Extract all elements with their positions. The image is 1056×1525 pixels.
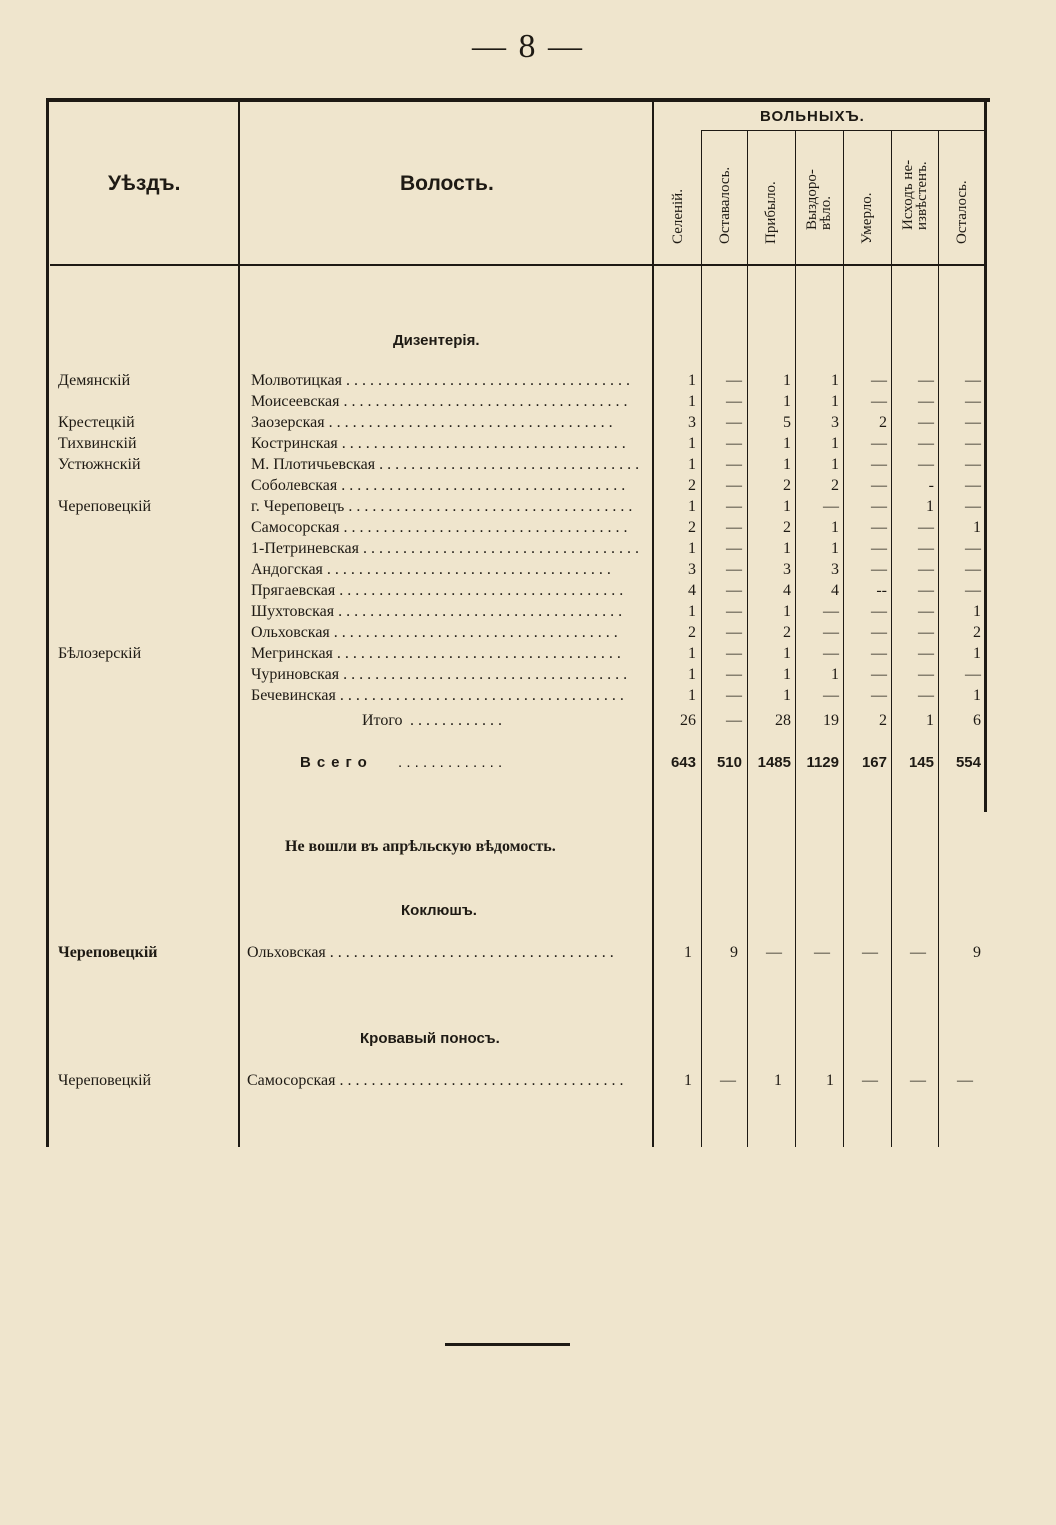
- row-uezd: Демянскій: [58, 372, 131, 389]
- col-header-ostalos: Осталось.: [954, 180, 970, 244]
- row-value: —: [726, 540, 742, 557]
- itogo-value: 6: [973, 712, 981, 729]
- col-header-pribylo: Прибыло.: [763, 181, 779, 244]
- row-value: 4: [783, 582, 791, 599]
- row-value: 1: [831, 435, 839, 452]
- row-value: 3: [831, 561, 839, 578]
- whooping-value: 1: [684, 944, 692, 961]
- row-value: —: [871, 393, 887, 410]
- row-value: —: [823, 624, 839, 641]
- row-value: 1: [688, 435, 696, 452]
- table-row: [0, 601, 1000, 622]
- header-uezd: Уѣздъ.: [108, 172, 181, 195]
- row-value: 1: [688, 666, 696, 683]
- col-header-seleniy: Селеній.: [670, 189, 686, 244]
- row-value: 2: [688, 624, 696, 641]
- row-volost: Самосорская . . .: [251, 517, 639, 538]
- row-value: 2: [879, 414, 887, 431]
- row-volost: Заозерская . . .: [251, 412, 639, 433]
- vsego-value: 643: [670, 754, 696, 771]
- row-value: 1: [688, 372, 696, 389]
- row-value: —: [871, 645, 887, 662]
- col-header-ostavalos: Оставалось.: [717, 166, 733, 244]
- whooping-row: [0, 942, 1000, 963]
- row-value: —: [726, 687, 742, 704]
- vsego-value: 510: [716, 754, 742, 771]
- table-row: [0, 580, 1000, 601]
- row-value: 2: [688, 477, 696, 494]
- table-row: [0, 433, 1000, 454]
- row-value: —: [726, 561, 742, 578]
- row-value: —: [726, 603, 742, 620]
- flux-value: 1: [826, 1072, 834, 1089]
- header-volnykh: ВОЛЬНЫХЪ.: [760, 108, 865, 125]
- table-row: [0, 517, 1000, 538]
- row-value: 1: [688, 456, 696, 473]
- flux-value: 1: [774, 1072, 782, 1089]
- row-value: 1: [783, 687, 791, 704]
- row-value: —: [726, 477, 742, 494]
- row-value: 3: [688, 561, 696, 578]
- itogo-value: —: [726, 712, 742, 729]
- flux-value: —: [720, 1072, 736, 1089]
- row-value: 1: [973, 687, 981, 704]
- row-value: —: [965, 582, 981, 599]
- row-volost: Шухтовская . . .: [251, 601, 639, 622]
- row-value: —: [726, 645, 742, 662]
- row-value: —: [726, 624, 742, 641]
- flux-volost: Самосорская . . .: [247, 1070, 635, 1091]
- itogo-value: 19: [823, 712, 839, 729]
- row-value: —: [726, 666, 742, 683]
- row-value: —: [871, 561, 887, 578]
- row-value: —: [726, 393, 742, 410]
- row-volost: Андогская . . .: [251, 559, 639, 580]
- table-row: [0, 412, 1000, 433]
- row-value: 1: [783, 372, 791, 389]
- row-value: 3: [831, 414, 839, 431]
- row-value: —: [918, 372, 934, 389]
- table-row: [0, 391, 1000, 412]
- flux-value: —: [862, 1072, 878, 1089]
- vsego-row: Всего . . . . . . . . . . . . . 643 510 1485 1129 167 145 554: [300, 754, 981, 771]
- row-value: 1: [831, 393, 839, 410]
- section-bloody-flux: Кровавый поносъ.: [360, 1030, 500, 1047]
- itogo-value: 1: [926, 712, 934, 729]
- vsego-value: 554: [955, 754, 981, 771]
- whooping-value: —: [910, 944, 926, 961]
- vsego-value: 1485: [757, 754, 791, 771]
- end-divider: [445, 1343, 570, 1346]
- row-value: —: [871, 477, 887, 494]
- row-value: 2: [831, 477, 839, 494]
- page-number: — 8 —: [472, 28, 584, 65]
- row-value: 1: [783, 603, 791, 620]
- itogo-value: 2: [879, 712, 887, 729]
- row-value: 2: [783, 624, 791, 641]
- row-value: —: [918, 414, 934, 431]
- row-value: 1: [688, 603, 696, 620]
- row-value: 1: [973, 645, 981, 662]
- row-value: —: [726, 414, 742, 431]
- row-value: —: [823, 498, 839, 515]
- row-uezd: Череповецкій: [58, 498, 152, 515]
- col-header-iskhod: Исходъ не- извѣстенъ.: [900, 159, 930, 230]
- row-volost: Ольховская . . .: [251, 622, 639, 643]
- row-volost: Соболевская . . .: [251, 475, 639, 496]
- row-value: —: [965, 435, 981, 452]
- row-value: —: [918, 687, 934, 704]
- row-value: -: [928, 477, 934, 494]
- flux-row: [0, 1070, 1000, 1091]
- whooping-value: —: [862, 944, 878, 961]
- row-value: --: [876, 582, 887, 599]
- row-volost: Чуриновская . . .: [251, 664, 639, 685]
- row-uezd: Бѣлозерскій: [58, 645, 142, 662]
- row-value: 2: [783, 477, 791, 494]
- whooping-value: —: [814, 944, 830, 961]
- row-value: 4: [831, 582, 839, 599]
- whooping-uezd: Череповецкій: [58, 944, 158, 961]
- row-value: —: [871, 435, 887, 452]
- row-value: 1: [831, 456, 839, 473]
- row-value: —: [918, 582, 934, 599]
- row-value: —: [965, 666, 981, 683]
- table-row: [0, 475, 1000, 496]
- table-row: [0, 538, 1000, 559]
- row-value: 5: [783, 414, 791, 431]
- row-value: 1: [783, 540, 791, 557]
- flux-value: 1: [684, 1072, 692, 1089]
- itogo-row: Итого . . . . . . . . . . . . 26 — 28 19 2 1 6: [362, 712, 981, 729]
- col-header-vyzdorovelo: Выздоро- вѣло.: [804, 169, 834, 230]
- row-volost: Костринская . . .: [251, 433, 639, 454]
- row-value: 1: [783, 393, 791, 410]
- row-value: —: [965, 393, 981, 410]
- table-row: [0, 496, 1000, 517]
- row-value: —: [871, 519, 887, 536]
- table-row: [0, 664, 1000, 685]
- row-value: —: [918, 519, 934, 536]
- table-row: [0, 622, 1000, 643]
- table-row: [0, 559, 1000, 580]
- row-value: 1: [688, 687, 696, 704]
- row-volost: Бечевинская . . .: [251, 685, 639, 706]
- row-value: —: [726, 519, 742, 536]
- row-value: 4: [688, 582, 696, 599]
- row-value: —: [726, 372, 742, 389]
- table-row: [0, 685, 1000, 706]
- itogo-value: 28: [775, 712, 791, 729]
- row-value: 1: [926, 498, 934, 515]
- vsego-value: 145: [908, 754, 934, 771]
- vsego-label: Всего: [300, 754, 373, 771]
- row-uezd: Устюжнскій: [58, 456, 141, 473]
- row-volost: 1-Петриневская . . .: [251, 538, 639, 559]
- row-value: —: [918, 561, 934, 578]
- row-value: 1: [783, 498, 791, 515]
- row-value: 1: [831, 519, 839, 536]
- row-value: —: [918, 393, 934, 410]
- flux-uezd: Череповецкій: [58, 1072, 152, 1089]
- row-value: —: [965, 540, 981, 557]
- row-value: —: [871, 540, 887, 557]
- table-row: [0, 370, 1000, 391]
- itogo-value: 26: [680, 712, 696, 729]
- row-value: 1: [831, 666, 839, 683]
- row-volost: М. Плотичьевская . . .: [251, 454, 639, 475]
- row-value: 1: [973, 519, 981, 536]
- whooping-value: 9: [973, 944, 981, 961]
- row-value: —: [871, 687, 887, 704]
- row-value: —: [918, 435, 934, 452]
- row-value: —: [918, 540, 934, 557]
- row-value: —: [726, 435, 742, 452]
- row-value: —: [918, 666, 934, 683]
- row-value: —: [965, 456, 981, 473]
- row-uezd: Крестецкій: [58, 414, 135, 431]
- whooping-value: —: [766, 944, 782, 961]
- flux-value: —: [910, 1072, 926, 1089]
- itogo-label: Итого: [362, 712, 403, 729]
- row-value: —: [918, 645, 934, 662]
- row-value: 1: [783, 435, 791, 452]
- row-value: 1: [688, 393, 696, 410]
- row-value: 1: [973, 603, 981, 620]
- row-value: —: [965, 477, 981, 494]
- row-value: 2: [973, 624, 981, 641]
- row-uezd: Тихвинскій: [58, 435, 137, 452]
- row-value: 1: [783, 645, 791, 662]
- row-value: —: [965, 561, 981, 578]
- col-header-umerlo: Умерло.: [859, 192, 875, 244]
- row-value: 1: [688, 540, 696, 557]
- row-value: 2: [688, 519, 696, 536]
- section-dysentery: Дизентерія.: [393, 332, 480, 349]
- row-value: —: [965, 372, 981, 389]
- row-volost: г. Череповецъ . . .: [251, 496, 639, 517]
- vsego-value: 1129: [806, 754, 839, 771]
- vsego-value: 167: [861, 754, 887, 771]
- row-value: —: [726, 456, 742, 473]
- row-volost: Прягаевская . . .: [251, 580, 639, 601]
- row-value: —: [871, 372, 887, 389]
- row-value: 1: [831, 540, 839, 557]
- row-value: —: [823, 603, 839, 620]
- note-not-included: Не вошли въ апрѣльскую вѣдомость.: [285, 838, 556, 855]
- row-value: —: [965, 414, 981, 431]
- row-value: 1: [688, 645, 696, 662]
- whooping-value: 9: [730, 944, 738, 961]
- header-volost: Волость.: [400, 172, 494, 195]
- row-value: 1: [783, 456, 791, 473]
- row-value: —: [871, 624, 887, 641]
- row-value: 1: [831, 372, 839, 389]
- table-row: [0, 454, 1000, 475]
- row-value: —: [726, 582, 742, 599]
- row-value: —: [918, 603, 934, 620]
- row-value: —: [871, 498, 887, 515]
- row-value: —: [871, 603, 887, 620]
- row-value: 3: [688, 414, 696, 431]
- row-volost: Молвотицкая . . .: [251, 370, 639, 391]
- row-value: —: [918, 456, 934, 473]
- row-value: 2: [783, 519, 791, 536]
- row-value: —: [965, 498, 981, 515]
- row-value: —: [823, 687, 839, 704]
- row-value: 1: [783, 666, 791, 683]
- whooping-volost: Ольховская . . .: [247, 942, 635, 963]
- row-volost: Мегринская . . .: [251, 643, 639, 664]
- row-value: —: [871, 456, 887, 473]
- flux-value: —: [957, 1072, 973, 1089]
- row-value: —: [726, 498, 742, 515]
- row-value: 3: [783, 561, 791, 578]
- row-value: 1: [688, 498, 696, 515]
- row-value: —: [823, 645, 839, 662]
- row-volost: Моисеевская . . .: [251, 391, 639, 412]
- table-row: [0, 643, 1000, 664]
- row-value: —: [871, 666, 887, 683]
- row-value: —: [918, 624, 934, 641]
- section-whooping-cough: Коклюшъ.: [401, 902, 477, 919]
